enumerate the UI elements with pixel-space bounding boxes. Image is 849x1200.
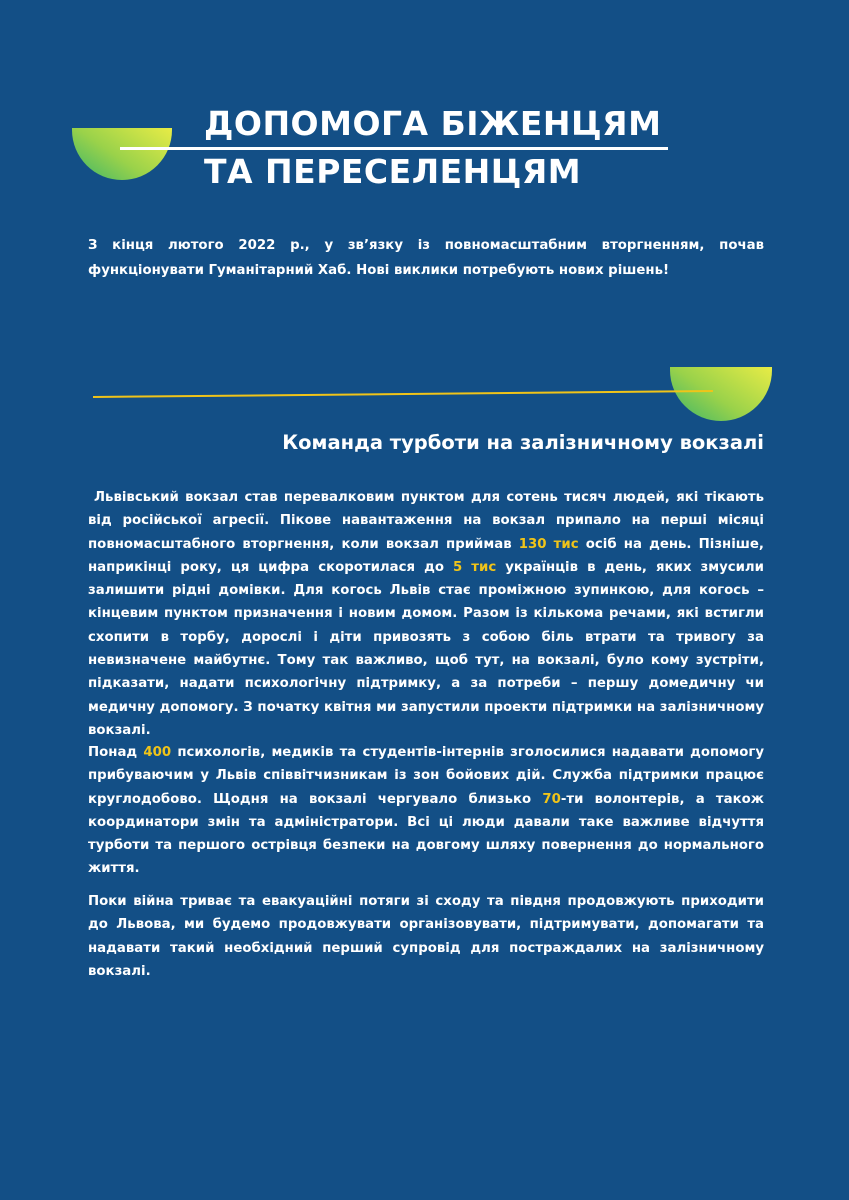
page-title (204, 100, 661, 196)
highlight-number: 130 тис (518, 536, 579, 552)
paragraph-volunteers (88, 741, 764, 881)
page-title-line2: ТА ПЕРЕСЕЛЕНЦЯМ (204, 152, 582, 191)
decorative-bowl-shape-right (670, 367, 772, 421)
decorative-bowl-shape (72, 128, 172, 180)
section-divider (93, 390, 713, 398)
text-run: Львівський вокзал став перевалковим пунктом для сотень тисяч людей, які тікають від російської агресії. Пікове навантаження на вокзал припало на перші місяці повномасштабного вторгнення, коли вокзал приймав (88, 490, 764, 552)
text-run: психологів, медиків та студентів-інтернів зголосилися надавати допомогу прибуваючим у Львів співвітчизникам із зон бойових дій. Служба підтримки працює круглодобово. Щодня на вокзалі чергувало близько (88, 745, 765, 807)
highlight-number: 5 тис (453, 559, 497, 575)
text-run: осіб на день. Пізніше, наприкінці року, ця цифра скоротилася до (88, 536, 764, 575)
paragraph-closing: Поки війна триває та евакуаційні потяги зі сходу та півдня продовжують приходити до Львова, ми будемо продовжувати організовувати, підтримувати, допомагати та надавати такий необхідний перший супровід для постраждалих на залізничному вокзалі. (88, 894, 764, 979)
intro-paragraph: З кінця лютого 2022 р., у зв’язку із повномасштабним вторгненням, почав функціонувати Гуманітарний Хаб. Нові виклики потребують нових рішень! (88, 238, 764, 278)
text-run: Понад (88, 745, 144, 760)
highlight-number: 70 (542, 791, 561, 807)
text-run: -ти волонтерів, а також координатори змін та адміністратори. Всі ці люди давали таке важливе відчуття турботи та першого острівця безпеки на довгому шляху повернення до нормального життя. (88, 791, 764, 877)
text-run: українців в день, яких змусили залишити рідні домівки. Для когось Львів стає проміжною зупинкою, для когось – кінцевим пунктом призначення і новим домом. Разом із кількома речами, які встигли схопити в торбу, дорослі і діти привозять з собою біль втрати та тривогу за невизначене майбутнє. Тому так важливо, щоб тут, на вокзалі, було кому зустріти, підказати, надати психологічну підтримку, а за потреби – першу домедичну чи медичну допомогу. З початку квітня ми запустили проекти підтримки на залізничному вокзалі. (88, 559, 764, 738)
paragraph-station (88, 486, 764, 742)
page-title-line1: ДОПОМОГА БІЖЕНЦЯМ (204, 104, 662, 143)
highlight-number: 400 (143, 745, 172, 760)
section-title: Команда турботи на залізничному вокзалі (282, 431, 764, 454)
